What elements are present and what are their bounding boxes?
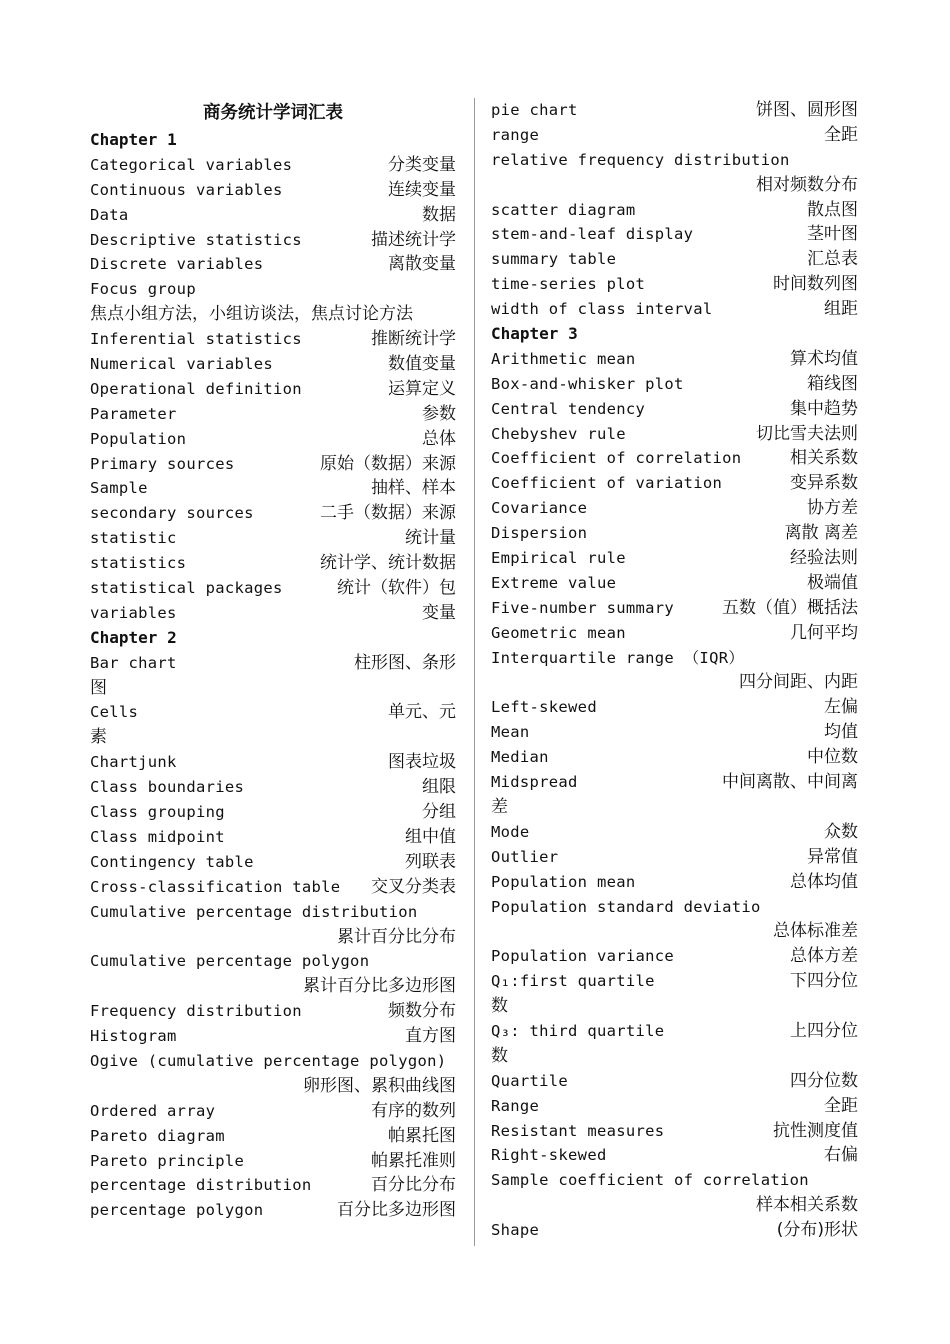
chinese-term: 图表垃圾 bbox=[388, 752, 456, 773]
glossary-entry bbox=[491, 297, 858, 322]
glossary-entry bbox=[90, 1099, 456, 1124]
chinese-term: 卵形图、累积曲线图 bbox=[303, 1075, 456, 1096]
chinese-term: 上四分位 bbox=[790, 1020, 858, 1041]
glossary-entry bbox=[90, 601, 456, 626]
english-term: Mode bbox=[491, 822, 530, 841]
glossary-entry bbox=[491, 621, 858, 646]
english-term: Pareto diagram bbox=[90, 1126, 225, 1145]
chinese-term: 描述统计学 bbox=[371, 229, 456, 250]
chinese-term-continuation bbox=[90, 974, 456, 999]
chinese-term: 单元、元 bbox=[388, 702, 456, 723]
glossary-entry bbox=[90, 352, 456, 377]
chinese-term-continuation bbox=[491, 1044, 858, 1069]
english-term: Sample coefficient of correlation bbox=[491, 1171, 809, 1190]
glossary-entry bbox=[491, 820, 858, 845]
english-term: Midspread bbox=[491, 773, 578, 792]
glossary-entry bbox=[491, 571, 858, 596]
chinese-term-continuation bbox=[90, 925, 456, 950]
glossary-entry bbox=[90, 228, 456, 253]
chapter-heading: Chapter 1 bbox=[90, 130, 177, 149]
english-term: Focus group bbox=[90, 280, 196, 299]
glossary-entry bbox=[90, 1049, 456, 1074]
chinese-term: 协方差 bbox=[807, 498, 858, 519]
right-column bbox=[491, 98, 858, 1243]
glossary-entry bbox=[90, 775, 456, 800]
glossary-entry bbox=[90, 1173, 456, 1198]
chinese-term: 百分比多边形图 bbox=[337, 1200, 456, 1221]
english-term: Outlier bbox=[491, 847, 559, 866]
english-term: Contingency table bbox=[90, 852, 254, 871]
english-term: Pareto principle bbox=[90, 1151, 245, 1170]
chinese-term: 组限 bbox=[422, 777, 456, 798]
chinese-term: 经验法则 bbox=[790, 548, 858, 569]
glossary-entry bbox=[491, 745, 858, 770]
chinese-term: 算术均值 bbox=[790, 348, 858, 369]
chinese-term: 统计（软件）包 bbox=[337, 578, 456, 599]
chinese-term: 数 bbox=[491, 1045, 508, 1066]
chinese-term: 推断统计学 bbox=[371, 329, 456, 350]
chinese-term: 左偏 bbox=[824, 697, 858, 718]
chinese-term: 累计百分比分布 bbox=[337, 926, 456, 947]
glossary-entry bbox=[491, 272, 858, 297]
glossary-entry bbox=[491, 695, 858, 720]
glossary-entry bbox=[90, 252, 456, 277]
glossary-entry bbox=[491, 471, 858, 496]
english-term: Covariance bbox=[491, 499, 588, 518]
english-term: Cumulative percentage distribution bbox=[90, 902, 418, 921]
chinese-term: 样本相关系数 bbox=[756, 1195, 858, 1216]
chinese-term: 数值变量 bbox=[388, 354, 456, 375]
english-term: Empirical rule bbox=[491, 549, 626, 568]
english-term: Central tendency bbox=[491, 399, 646, 418]
english-term: secondary sources bbox=[90, 504, 254, 523]
glossary-entry bbox=[491, 770, 858, 795]
english-term: Histogram bbox=[90, 1027, 177, 1046]
chinese-term: 茎叶图 bbox=[807, 224, 858, 245]
chinese-term-continuation bbox=[491, 173, 858, 198]
chinese-term: 下四分位 bbox=[790, 971, 858, 992]
glossary-entry bbox=[90, 949, 456, 974]
english-term: Sample bbox=[90, 479, 148, 498]
english-term: Numerical variables bbox=[90, 355, 274, 374]
chinese-term: 总体标准差 bbox=[773, 921, 858, 942]
glossary-entry bbox=[491, 1218, 858, 1243]
left-column bbox=[90, 98, 456, 1223]
glossary-entry bbox=[90, 700, 456, 725]
chinese-term: 原始（数据）来源 bbox=[320, 453, 456, 474]
chinese-term: 频数分布 bbox=[388, 1001, 456, 1022]
english-term: Chebyshev rule bbox=[491, 424, 626, 443]
english-term: Q₃: third quartile bbox=[491, 1021, 665, 1040]
glossary-entry bbox=[491, 1143, 858, 1168]
glossary-entry bbox=[491, 222, 858, 247]
english-term: Right-skewed bbox=[491, 1146, 607, 1165]
chinese-term: 总体方差 bbox=[790, 946, 858, 967]
glossary-entry bbox=[90, 402, 456, 427]
chinese-term: 离散 离差 bbox=[784, 523, 858, 544]
english-term: Bar chart bbox=[90, 653, 177, 672]
english-term: Parameter bbox=[90, 404, 177, 423]
english-term: Resistant measures bbox=[491, 1121, 665, 1140]
english-term: percentage distribution bbox=[90, 1176, 312, 1195]
english-term: Range bbox=[491, 1096, 540, 1115]
chinese-term-continuation bbox=[491, 795, 858, 820]
chapter-heading: Chapter 2 bbox=[90, 627, 177, 647]
chinese-term: 百分比分布 bbox=[371, 1175, 456, 1196]
chinese-term: 柱形图、条形 bbox=[354, 652, 456, 673]
glossary-entry bbox=[90, 476, 456, 501]
chinese-term-continuation bbox=[491, 919, 858, 944]
chinese-term: 分类变量 bbox=[388, 154, 456, 175]
chinese-term: 箱线图 bbox=[807, 373, 858, 394]
glossary-entry bbox=[90, 750, 456, 775]
glossary-entry bbox=[90, 178, 456, 203]
chinese-term: 帕累托图 bbox=[388, 1125, 456, 1146]
english-term: scatter diagram bbox=[491, 200, 636, 219]
glossary-entry bbox=[491, 521, 858, 546]
chinese-term: 集中趋势 bbox=[790, 398, 858, 419]
glossary-entry bbox=[90, 651, 456, 676]
english-term: Population standard deviatio bbox=[491, 897, 761, 916]
glossary-entry bbox=[491, 870, 858, 895]
glossary-entry bbox=[90, 1024, 456, 1049]
glossary-entry bbox=[491, 1069, 858, 1094]
english-term: Categorical variables bbox=[90, 155, 293, 174]
english-term: Class midpoint bbox=[90, 827, 225, 846]
glossary-entry bbox=[491, 347, 858, 372]
glossary-entry bbox=[491, 148, 858, 173]
glossary-entry bbox=[90, 427, 456, 452]
english-term: Coefficient of correlation bbox=[491, 449, 742, 468]
english-term: summary table bbox=[491, 250, 617, 269]
english-term: Extreme value bbox=[491, 573, 617, 592]
glossary-entry bbox=[491, 895, 858, 920]
english-term: Ogive (cumulative percentage polygon) bbox=[90, 1051, 447, 1070]
glossary-entry bbox=[491, 247, 858, 272]
chinese-term: 汇总表 bbox=[807, 249, 858, 270]
english-term: statistic bbox=[90, 529, 177, 548]
chinese-term: 全距 bbox=[824, 124, 858, 145]
english-term: Class grouping bbox=[90, 803, 225, 822]
glossary-entry bbox=[90, 900, 456, 925]
chinese-term: 抽样、样本 bbox=[371, 478, 456, 499]
chinese-term: 累计百分比多边形图 bbox=[303, 976, 456, 997]
english-term: Continuous variables bbox=[90, 180, 283, 199]
glossary-entry bbox=[90, 1124, 456, 1149]
glossary-entry bbox=[90, 327, 456, 352]
english-term: Population mean bbox=[491, 872, 636, 891]
chinese-term: 变异系数 bbox=[790, 473, 858, 494]
chinese-term: 列联表 bbox=[405, 851, 456, 872]
glossary-entry bbox=[491, 372, 858, 397]
glossary-entry bbox=[491, 969, 858, 994]
glossary-entry bbox=[491, 1019, 858, 1044]
right-glossary-list bbox=[491, 98, 858, 1243]
english-term: Chartjunk bbox=[90, 753, 177, 772]
chinese-term: 连续变量 bbox=[388, 179, 456, 200]
english-term: Cells bbox=[90, 703, 139, 722]
english-term: width of class interval bbox=[491, 300, 713, 319]
chinese-term: 图 bbox=[90, 677, 107, 698]
column-divider bbox=[474, 98, 475, 1246]
chinese-term: 组距 bbox=[824, 299, 858, 320]
glossary-entry bbox=[90, 377, 456, 402]
glossary-entry bbox=[491, 596, 858, 621]
chinese-term: 总体 bbox=[422, 428, 456, 449]
chinese-term: 饼图、圆形图 bbox=[756, 100, 858, 120]
chinese-term: 离散变量 bbox=[388, 254, 456, 275]
glossary-entry bbox=[90, 850, 456, 875]
glossary-entry bbox=[491, 397, 858, 422]
chapter-heading: Chapter 3 bbox=[491, 324, 578, 344]
left-glossary-list bbox=[90, 128, 456, 1223]
chinese-term-continuation bbox=[491, 670, 858, 695]
glossary-entry bbox=[491, 123, 858, 148]
english-term: Arithmetic mean bbox=[491, 349, 636, 368]
chinese-term: 有序的数列 bbox=[371, 1100, 456, 1121]
english-term: Frequency distribution bbox=[90, 1002, 302, 1021]
english-term: percentage polygon bbox=[90, 1201, 264, 1220]
glossary-entry bbox=[90, 576, 456, 601]
english-term: range bbox=[491, 125, 540, 144]
english-term: Shape bbox=[491, 1221, 540, 1240]
chinese-term-continuation bbox=[491, 1193, 858, 1218]
glossary-entry bbox=[90, 551, 456, 576]
chinese-term-continuation bbox=[90, 302, 456, 327]
chinese-term: 素 bbox=[90, 727, 107, 748]
english-term: pie chart bbox=[491, 101, 578, 119]
chinese-term: 焦点小组方法，小组访谈法，焦点讨论方法 bbox=[90, 304, 413, 325]
english-term: Inferential statistics bbox=[90, 330, 302, 349]
english-term: Operational definition bbox=[90, 379, 302, 398]
glossary-entry bbox=[491, 720, 858, 745]
chinese-term: 右偏 bbox=[824, 1145, 858, 1166]
chinese-term: 四分间距、内距 bbox=[739, 672, 858, 693]
chinese-term: 统计学、统计数据 bbox=[320, 553, 456, 574]
english-term: Population variance bbox=[491, 947, 675, 966]
chinese-term: 众数 bbox=[824, 821, 858, 842]
chinese-term: 组中值 bbox=[405, 826, 456, 847]
glossary-entry bbox=[90, 153, 456, 178]
glossary-entry bbox=[90, 999, 456, 1024]
english-term: Data bbox=[90, 205, 129, 224]
document-title: 商务统计学词汇表 bbox=[203, 103, 343, 123]
glossary-entry bbox=[491, 1094, 858, 1119]
english-term: time-series plot bbox=[491, 275, 646, 294]
glossary-entry bbox=[491, 546, 858, 571]
english-term: Quartile bbox=[491, 1071, 569, 1090]
glossary-entry bbox=[491, 845, 858, 870]
english-term: Cross-classification table bbox=[90, 877, 341, 896]
chinese-term: 数 bbox=[491, 996, 508, 1017]
english-term: Class boundaries bbox=[90, 778, 245, 797]
chinese-term: 切比雪夫法则 bbox=[756, 423, 858, 444]
glossary-entry bbox=[491, 496, 858, 521]
english-term: Cumulative percentage polygon bbox=[90, 952, 370, 971]
chinese-term: 相关系数 bbox=[790, 448, 858, 469]
glossary-entry bbox=[90, 452, 456, 477]
chinese-term: 全距 bbox=[824, 1095, 858, 1116]
glossary-entry bbox=[491, 646, 858, 671]
glossary-entry bbox=[491, 198, 858, 223]
glossary-entry bbox=[90, 203, 456, 228]
english-term: Discrete variables bbox=[90, 255, 264, 274]
english-term: Q₁:first quartile bbox=[491, 972, 655, 991]
glossary-entry bbox=[90, 800, 456, 825]
glossary-entry bbox=[491, 1119, 858, 1144]
chinese-term: 总体均值 bbox=[790, 871, 858, 892]
english-term: Mean bbox=[491, 723, 530, 742]
glossary-entry bbox=[491, 98, 858, 123]
english-term: Coefficient of variation bbox=[491, 474, 723, 493]
english-term: variables bbox=[90, 603, 177, 622]
chinese-term-continuation bbox=[90, 725, 456, 750]
english-term: Interquartile range （IQR） bbox=[491, 648, 745, 667]
english-term: statistics bbox=[90, 554, 187, 573]
english-term: stem-and-leaf display bbox=[491, 225, 694, 244]
chinese-term-continuation bbox=[491, 994, 858, 1019]
chinese-term: 几何平均 bbox=[790, 622, 858, 643]
english-term: Population bbox=[90, 429, 187, 448]
chinese-term: 时间数列图 bbox=[773, 274, 858, 295]
chinese-term: 中位数 bbox=[807, 747, 858, 768]
chinese-term: 抗性测度值 bbox=[773, 1120, 858, 1141]
glossary-entry bbox=[491, 1168, 858, 1193]
chinese-term: 差 bbox=[491, 796, 508, 817]
glossary-entry bbox=[491, 446, 858, 471]
glossary-entry bbox=[90, 1198, 456, 1223]
chinese-term: 异常值 bbox=[807, 846, 858, 867]
chinese-term-continuation bbox=[90, 1074, 456, 1099]
glossary-entry bbox=[90, 825, 456, 850]
glossary-entry bbox=[90, 875, 456, 900]
chinese-term: 数据 bbox=[422, 204, 456, 225]
english-term: Ordered array bbox=[90, 1101, 216, 1120]
english-term: Left-skewed bbox=[491, 698, 597, 717]
english-term: statistical packages bbox=[90, 579, 283, 598]
chinese-term: 分组 bbox=[422, 802, 456, 823]
chinese-term: 参数 bbox=[422, 403, 456, 424]
chinese-term: 极端值 bbox=[807, 572, 858, 593]
english-term: Five-number summary bbox=[491, 598, 675, 617]
chinese-term: 直方图 bbox=[405, 1026, 456, 1047]
english-term: Dispersion bbox=[491, 524, 588, 543]
chinese-term: 二手（数据）来源 bbox=[320, 503, 456, 524]
english-term: Geometric mean bbox=[491, 623, 626, 642]
glossary-entry bbox=[491, 422, 858, 447]
chinese-term: 帕累托准则 bbox=[371, 1150, 456, 1171]
glossary-entry bbox=[90, 277, 456, 302]
glossary-entry bbox=[90, 501, 456, 526]
glossary-entry bbox=[90, 1149, 456, 1174]
chinese-term: 交叉分类表 bbox=[371, 876, 456, 897]
english-term: Descriptive statistics bbox=[90, 230, 302, 249]
glossary-entry bbox=[90, 526, 456, 551]
english-term: Box-and-whisker plot bbox=[491, 374, 684, 393]
chinese-term: 统计量 bbox=[405, 528, 456, 549]
glossary-entry bbox=[491, 944, 858, 969]
chinese-term: 四分位数 bbox=[790, 1070, 858, 1091]
chinese-term: (分布)形状 bbox=[776, 1220, 858, 1241]
chinese-term: 变量 bbox=[422, 602, 456, 623]
chinese-term: 散点图 bbox=[807, 199, 858, 220]
chinese-term: 相对频数分布 bbox=[756, 174, 858, 195]
chinese-term: 运算定义 bbox=[388, 378, 456, 399]
chinese-term: 五数（值）概括法 bbox=[722, 597, 858, 618]
english-term: Primary sources bbox=[90, 454, 235, 473]
english-term: relative frequency distribution bbox=[491, 150, 790, 169]
chinese-term-continuation bbox=[90, 676, 456, 701]
english-term: Median bbox=[491, 748, 549, 767]
chinese-term: 均值 bbox=[824, 722, 858, 743]
chinese-term: 中间离散、中间离 bbox=[722, 772, 858, 793]
